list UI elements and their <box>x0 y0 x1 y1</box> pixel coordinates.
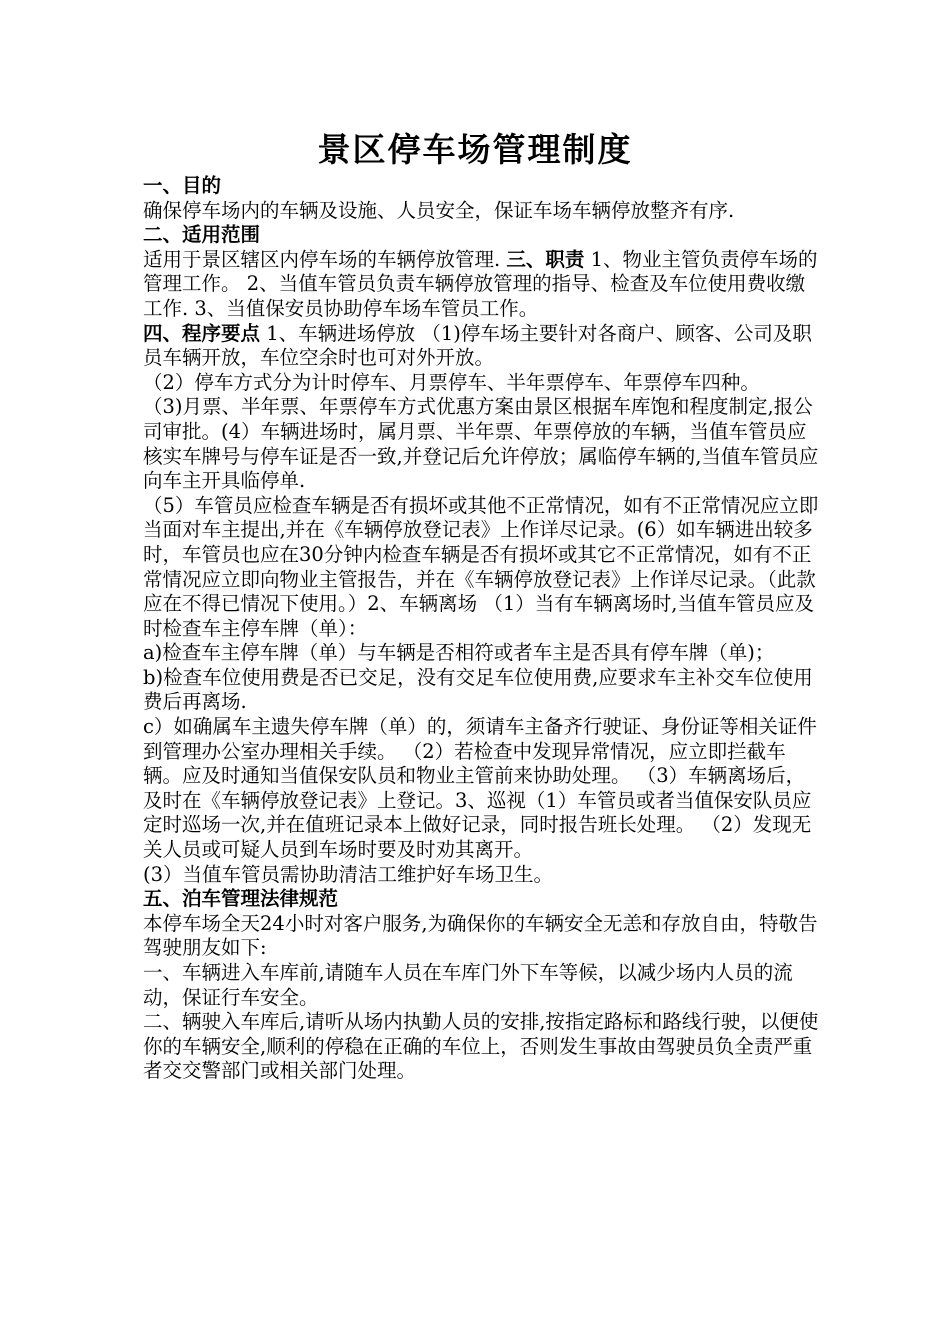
paragraph: 确保停车场内的车辆及设施、人员安全，保证车场车辆停放整齐有序. <box>143 198 735 222</box>
paragraph: （2）停车方式分为计时停车、月票停车、半年票停车、年票停车四种。 <box>143 370 760 394</box>
section-heading: 五、泊车管理法律规范 <box>143 887 339 911</box>
paragraph: b)检查车位使用费是否已交足，没有交足车位使用费,应要求车主补交车位使用费后再离场. <box>143 665 813 714</box>
paragraph: (3）当值车管员需协助清洁工维护好车场卫生。 <box>143 862 554 886</box>
section-heading: 二、适用范围 <box>143 223 261 247</box>
section-heading-inline: 三、职责 <box>506 247 585 271</box>
paragraph-text: 适用于景区辖区内停车场的车辆停放管理. <box>143 247 507 271</box>
paragraph: a)检查车主停车牌（单）与车辆是否相符或者车主是否具有停车牌（单)； <box>143 641 775 665</box>
paragraph-text: 1、车辆进场停放 （1)停车场主要针对各商户、顾客、公司及职员车辆开放，车位空余时也可对外开放。 <box>143 321 812 370</box>
section-heading: 一、目的 <box>143 174 222 197</box>
section-heading-inline: 四、程序要点 <box>143 321 261 345</box>
paragraph <box>143 248 823 322</box>
paragraph: c）如确属车主遗失停车牌（单）的，须请车主备齐行驶证、身份证等相关证件到管理办公室办理相关手续。 （2）若检查中发现异常情况，应立即拦截车辆。应及时通知当值保安队员和物业主管前来协助处理。 （3）车辆离场后，及时在《车辆停放登记表》上登记。3、巡视（1）车管员或者当值保安队员应定时巡场一次,并在值班记录本上做好记录，同时报告班长处理。 （2）发现无关人员或可疑人员到车场时要及时劝其离开。 <box>143 715 817 862</box>
paragraph: 二、辆驶入车库后,请听从场内执勤人员的安排,按指定路标和路线行驶，以便使你的车辆安全,顺利的停稳在正确的车位上，否则发生事故由驾驶员负全责严重者交交警部门或相关部门处理。 <box>143 1010 819 1083</box>
paragraph: 本停车场全天24小时对客户服务,为确保你的车辆安全无恙和存放自由，特敬告驾驶朋友如下: <box>143 911 818 960</box>
paragraph: 一、车辆进入车库前,请随车人员在车库门外下车等候，以减少场内人员的流动，保证行车安全。 <box>143 961 793 1009</box>
document-title: 景区停车场管理制度 <box>317 130 633 169</box>
paragraph: （3)月票、半年票、年票停车方式优惠方案由景区根据车库饱和程度制定,报公司审批。(4）车辆进场时，属月票、半年票、年票停放的车辆，当值车管员应核实车牌号与停车证是否一致,并登记后允许停放；属临停车辆的,当值车管员应向车主开具临停单. <box>143 395 819 493</box>
paragraph-text: 1、物业主管负责停车场的管理工作。 2、当值车管员负责车辆停放管理的指导、检查及车位使用费收缴工作. 3、当值保安员协助停车场车管员工作。 <box>143 247 818 320</box>
paragraph: （5）车管员应检查车辆是否有损坏或其他不正常情况，如有不正常情况应立即当面对车主提出,并在《车辆停放登记表》上作详尽记录。(6）如车辆进出较多时，车管员也应在30分钟内检查车辆是否有损坏或其它不正常情况，如有不正常情况应立即向物业主管报告，并在《车辆停放登记表》上作详尽记录。（此款应在不得已情况下使用。）2、车辆离场 （1）当有车辆离场时,当值车管员应及时检查车主停车牌（单）： <box>143 493 819 640</box>
paragraph <box>143 322 823 371</box>
document-body <box>143 174 823 1084</box>
